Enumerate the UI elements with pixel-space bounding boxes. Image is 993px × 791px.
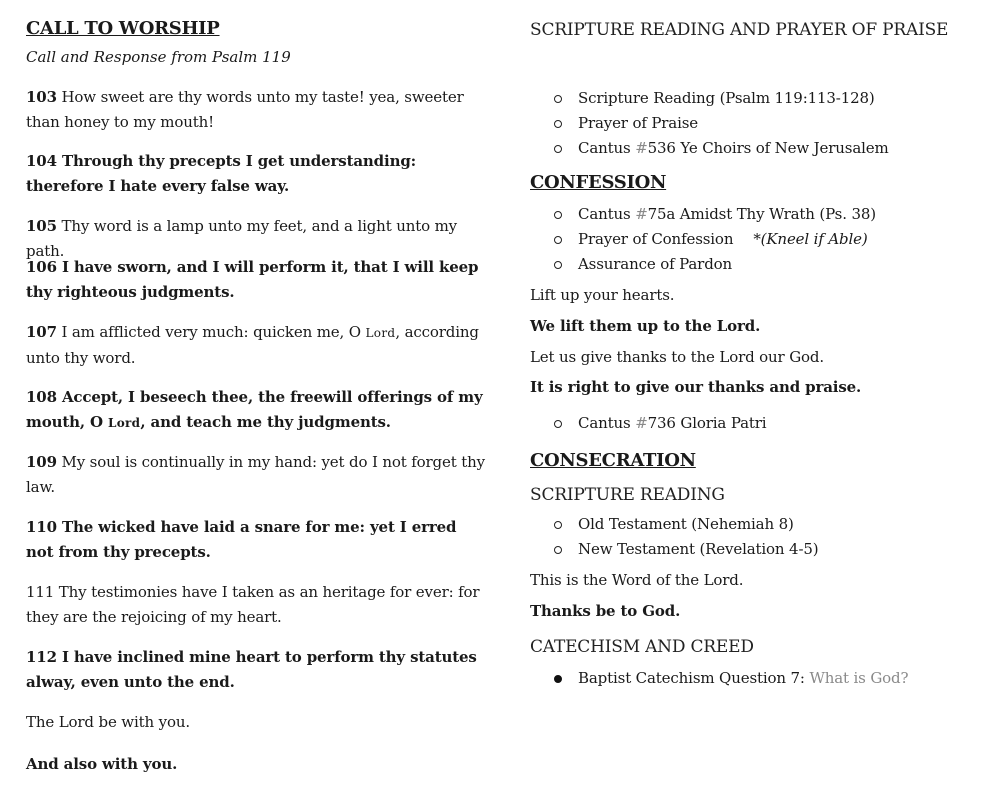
- hollow-bullet-icon: [554, 521, 562, 529]
- verse-number: 103: [26, 88, 57, 106]
- consecration-heading: CONSECRATION: [530, 450, 696, 471]
- closing-call: The Lord be with you.: [26, 713, 190, 731]
- verse-106: [26, 255, 488, 304]
- verse-text: Through thy precepts I get understanding: therefore I hate every false way.: [26, 152, 417, 195]
- sursum-call-1: Lift up your hearts.: [530, 286, 675, 304]
- catechism-question-text: What is God?: [809, 669, 909, 687]
- verse-109: [26, 450, 488, 499]
- verse-text: , and teach me thy judgments.: [140, 412, 391, 431]
- catechism-creed-heading: CATECHISM AND CREED: [530, 637, 754, 657]
- hollow-bullet-icon: [554, 546, 562, 554]
- lord-small-caps: Lord: [108, 415, 141, 430]
- verse-103: [26, 85, 488, 134]
- verse-text: , according unto thy word.: [26, 323, 479, 367]
- word-call: This is the Word of the Lord.: [530, 571, 744, 589]
- hash-symbol: #: [635, 139, 648, 157]
- verse-text: I have inclined mine heart to perform thy statutes alway, even unto the end.: [26, 648, 477, 691]
- hollow-bullet-icon: [554, 95, 562, 103]
- filled-bullet-icon: [554, 675, 562, 683]
- verse-number: 105: [26, 217, 57, 235]
- verse-text: How sweet are thy words unto my taste! yea, sweeter than honey to my mouth!: [26, 88, 464, 131]
- verse-number: 109: [26, 453, 57, 471]
- verse-number: 110: [26, 518, 57, 536]
- verse-number: 106: [26, 258, 57, 276]
- verse-108: [26, 385, 488, 435]
- hash-symbol: #: [635, 205, 648, 223]
- verse-text: Accept, I beseech thee, the freewill offerings of my mouth, O: [26, 388, 483, 431]
- verse-number: 112: [26, 648, 57, 666]
- hollow-bullet-icon: [554, 120, 562, 128]
- kneel-note: *(Kneel if Able): [753, 230, 868, 248]
- hollow-bullet-icon: [554, 211, 562, 219]
- verse-text: I am afflicted very much: quicken me, O: [56, 323, 366, 341]
- hollow-bullet-icon: [554, 145, 562, 153]
- verse-111: [26, 580, 488, 629]
- verse-text: Thy word is a lamp unto my feet, and a light unto my path.: [26, 217, 457, 260]
- sursum-call-2: Let us give thanks to the Lord our God.: [530, 348, 824, 366]
- verse-104: [26, 149, 488, 198]
- verse-number: 111: [26, 583, 55, 601]
- hollow-bullet-icon: [554, 236, 562, 244]
- hash-symbol: #: [635, 414, 648, 432]
- verse-number: 108: [26, 388, 57, 406]
- verse-number: 104: [26, 152, 57, 170]
- hollow-bullet-icon: [554, 420, 562, 428]
- lord-small-caps: Lord: [365, 326, 396, 340]
- verse-number: 107: [26, 323, 57, 341]
- scripture-reading-heading: SCRIPTURE READING: [530, 485, 725, 505]
- closing-response: And also with you.: [26, 755, 178, 773]
- call-to-worship-heading: CALL TO WORSHIP: [26, 18, 220, 39]
- verse-text: My soul is continually in my hand: yet do I not forget thy law.: [26, 453, 485, 496]
- verse-110: [26, 515, 488, 564]
- sursum-response-1: We lift them up to the Lord.: [530, 317, 761, 335]
- hollow-bullet-icon: [554, 261, 562, 269]
- word-response: Thanks be to God.: [530, 602, 681, 620]
- confession-heading: CONFESSION: [530, 172, 667, 193]
- scripture-prayer-heading: SCRIPTURE READING AND PRAYER OF PRAISE: [530, 20, 949, 40]
- call-to-worship-subheading: Call and Response from Psalm 119: [26, 48, 291, 66]
- verse-text: I have sworn, and I will perform it, that I will keep thy righteous judgments.: [26, 258, 479, 301]
- verse-text: The wicked have laid a snare for me: yet I erred not from thy precepts.: [26, 518, 457, 561]
- verse-112: [26, 645, 488, 694]
- sursum-response-2: It is right to give our thanks and praise.: [530, 378, 862, 396]
- verse-107: [26, 320, 488, 370]
- verse-text: Thy testimonies have I taken as an heritage for ever: for they are the rejoicing of my heart.: [26, 583, 480, 626]
